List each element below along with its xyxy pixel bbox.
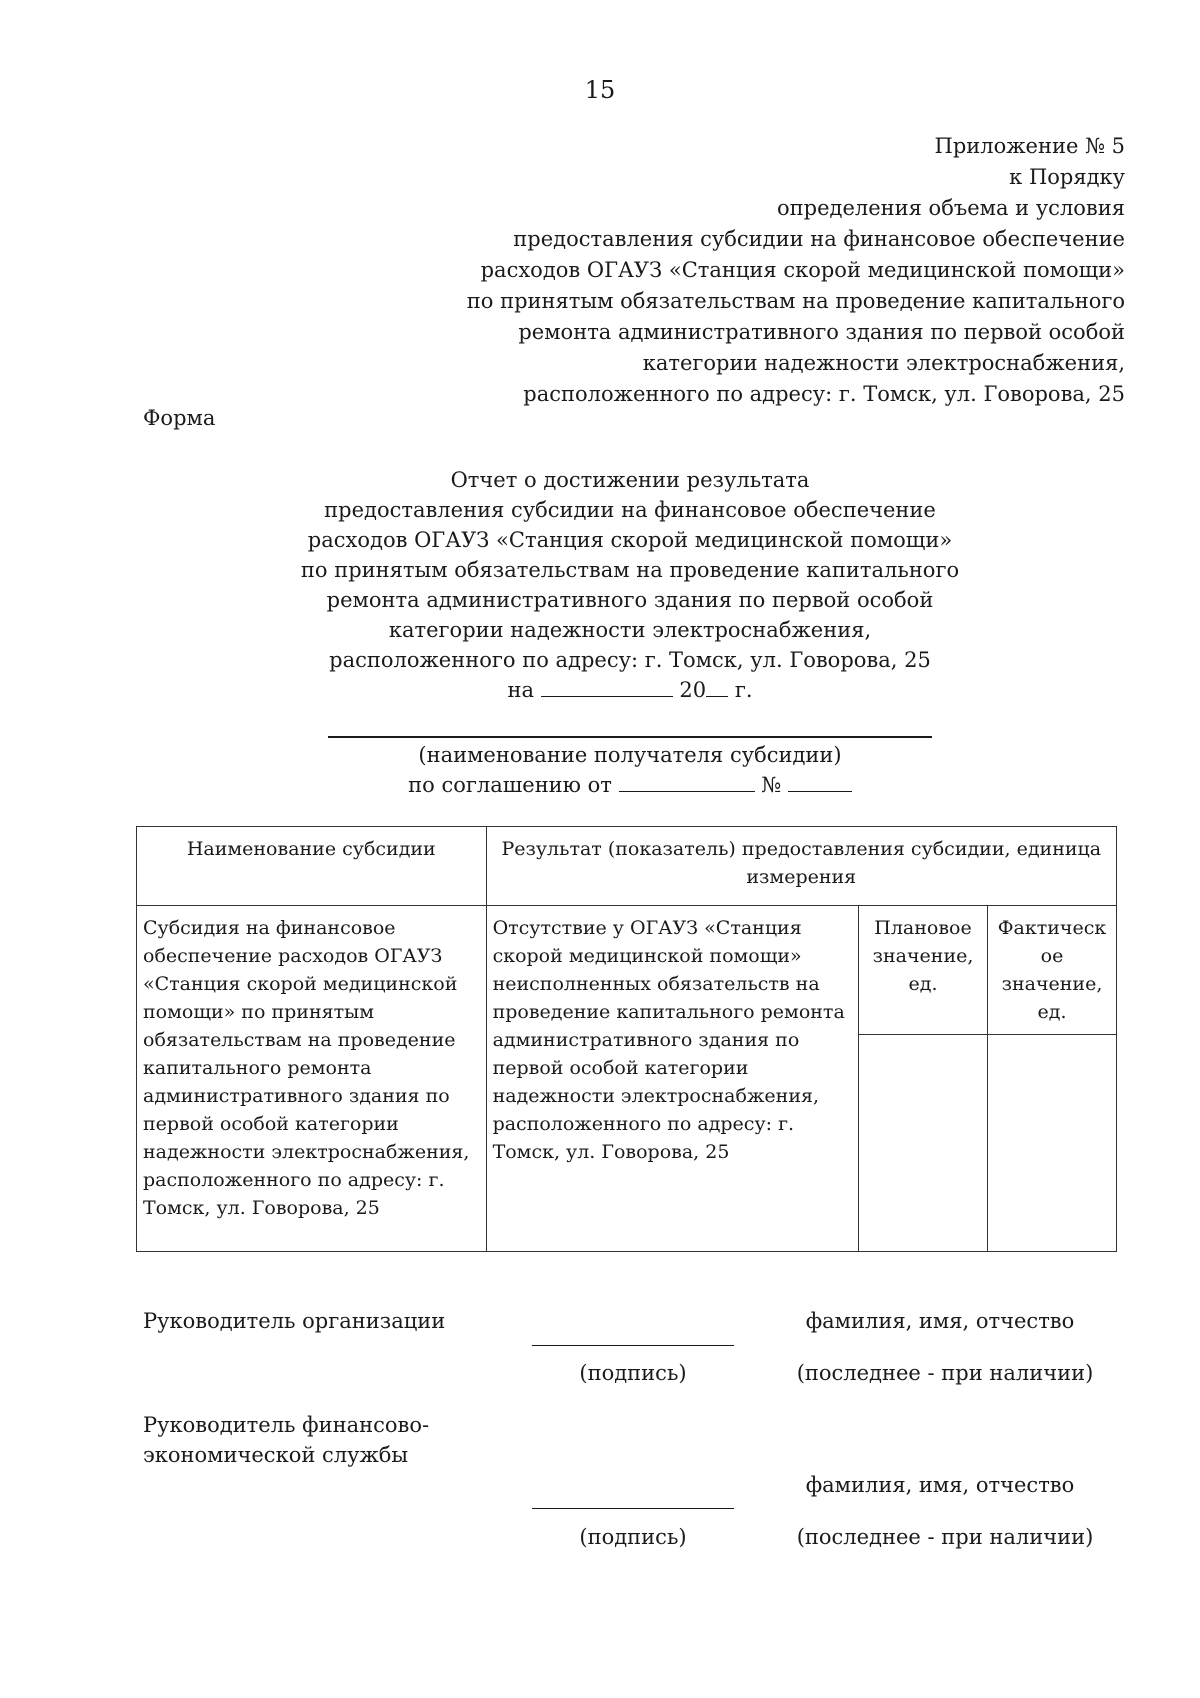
name-note: (последнее - при наличии) [796,1361,1094,1385]
appendix-line: Приложение № 5 [934,134,1125,158]
header-actual: Фактическ ое значение, ед. [987,906,1116,1035]
results-table [136,826,1117,1252]
date-year: 20 [679,678,707,702]
appendix-line: расходов ОГАУЗ «Станция скорой медицинской помощи» [480,258,1125,282]
signature-caption: (подпись) [579,1525,687,1549]
appendix-line: к Порядку [1009,165,1125,189]
agreement-line [0,770,1200,800]
header-planned: Плановое значение, ед. [859,906,988,1035]
title-line: Отчет о достижении результата [450,468,810,492]
appendix-line: предоставления субсидии на финансовое обеспечение [513,227,1125,251]
appendix-line: по принятым обязательствам на проведение капитального [466,289,1125,313]
appendix-line: ремонта административного здания по первой особой [518,320,1125,344]
recipient-caption [0,740,1200,800]
date-suffix: г. [734,678,753,702]
recipient-name-line[interactable] [328,736,932,738]
cell-subsidy-name: Субсидия на финансовое обеспечение расходов ОГАУЗ «Станция скорой медицинской помощи» по принятым обязательствам на проведение капитального ремонта административного здания по первой особой категории надежности электроснабжения, расположенного по адресу: г. Томск, ул. Говорова, 25 [137,906,487,1252]
header-subsidy-name: Наименование субсидии [137,827,487,906]
agreement-number-blank[interactable] [788,771,852,792]
signature-role: Руководитель финансово-экономической службы [143,1413,430,1467]
form-label: Форма [143,406,216,430]
table-row [137,906,1117,1035]
appendix-line: расположенного по адресу: г. Томск, ул. Говорова, 25 [523,382,1125,406]
agreement-prefix: по соглашению от [408,773,612,797]
cell-actual-value[interactable] [987,1035,1116,1252]
recipient-caption-text: (наименование получателя субсидии) [418,743,842,767]
title-line: категории надежности электроснабжения, [388,618,872,642]
appendix-header [425,131,1125,410]
title-line: расходов ОГАУЗ «Станция скорой медицинской помощи» [307,528,953,552]
date-prefix: на [507,678,535,702]
name-note: (последнее - при наличии) [796,1525,1094,1549]
appendix-line: категории надежности электроснабжения, [642,351,1125,375]
cell-planned-value[interactable] [859,1035,988,1252]
date-blank[interactable] [541,676,673,697]
signature-role: Руководитель организации [143,1309,446,1333]
cell-result: Отсутствие у ОГАУЗ «Станция скорой медицинской помощи» неисполненных обязательств на проведение капитального ремонта административного здания по первой особой категории надежности электроснабжения, расположенного по адресу: г. Томск, ул. Говорова, 25 [486,906,858,1252]
title-line: по принятым обязательствам на проведение капитального [300,558,960,582]
appendix-line: определения объема и условия [777,196,1125,220]
title-line: предоставления субсидии на финансовое обеспечение [324,498,936,522]
agreement-number-sign: № [761,773,782,797]
signature-line[interactable] [532,1508,734,1509]
report-title [0,465,1200,705]
name-caption: фамилия, имя, отчество [805,1473,1075,1497]
signature-line[interactable] [532,1345,734,1346]
page-number: 15 [584,76,616,104]
report-date-line [0,675,1200,705]
year-blank[interactable] [706,676,728,697]
table-header-row [137,827,1117,906]
header-result: Результат (показатель) предоставления субсидии, единица измерения [486,827,1116,906]
name-caption: фамилия, имя, отчество [805,1309,1075,1333]
agreement-date-blank[interactable] [619,771,755,792]
title-line: расположенного по адресу: г. Томск, ул. Говорова, 25 [329,648,931,672]
signature-caption: (подпись) [579,1361,687,1385]
title-line: ремонта административного здания по первой особой [326,588,934,612]
